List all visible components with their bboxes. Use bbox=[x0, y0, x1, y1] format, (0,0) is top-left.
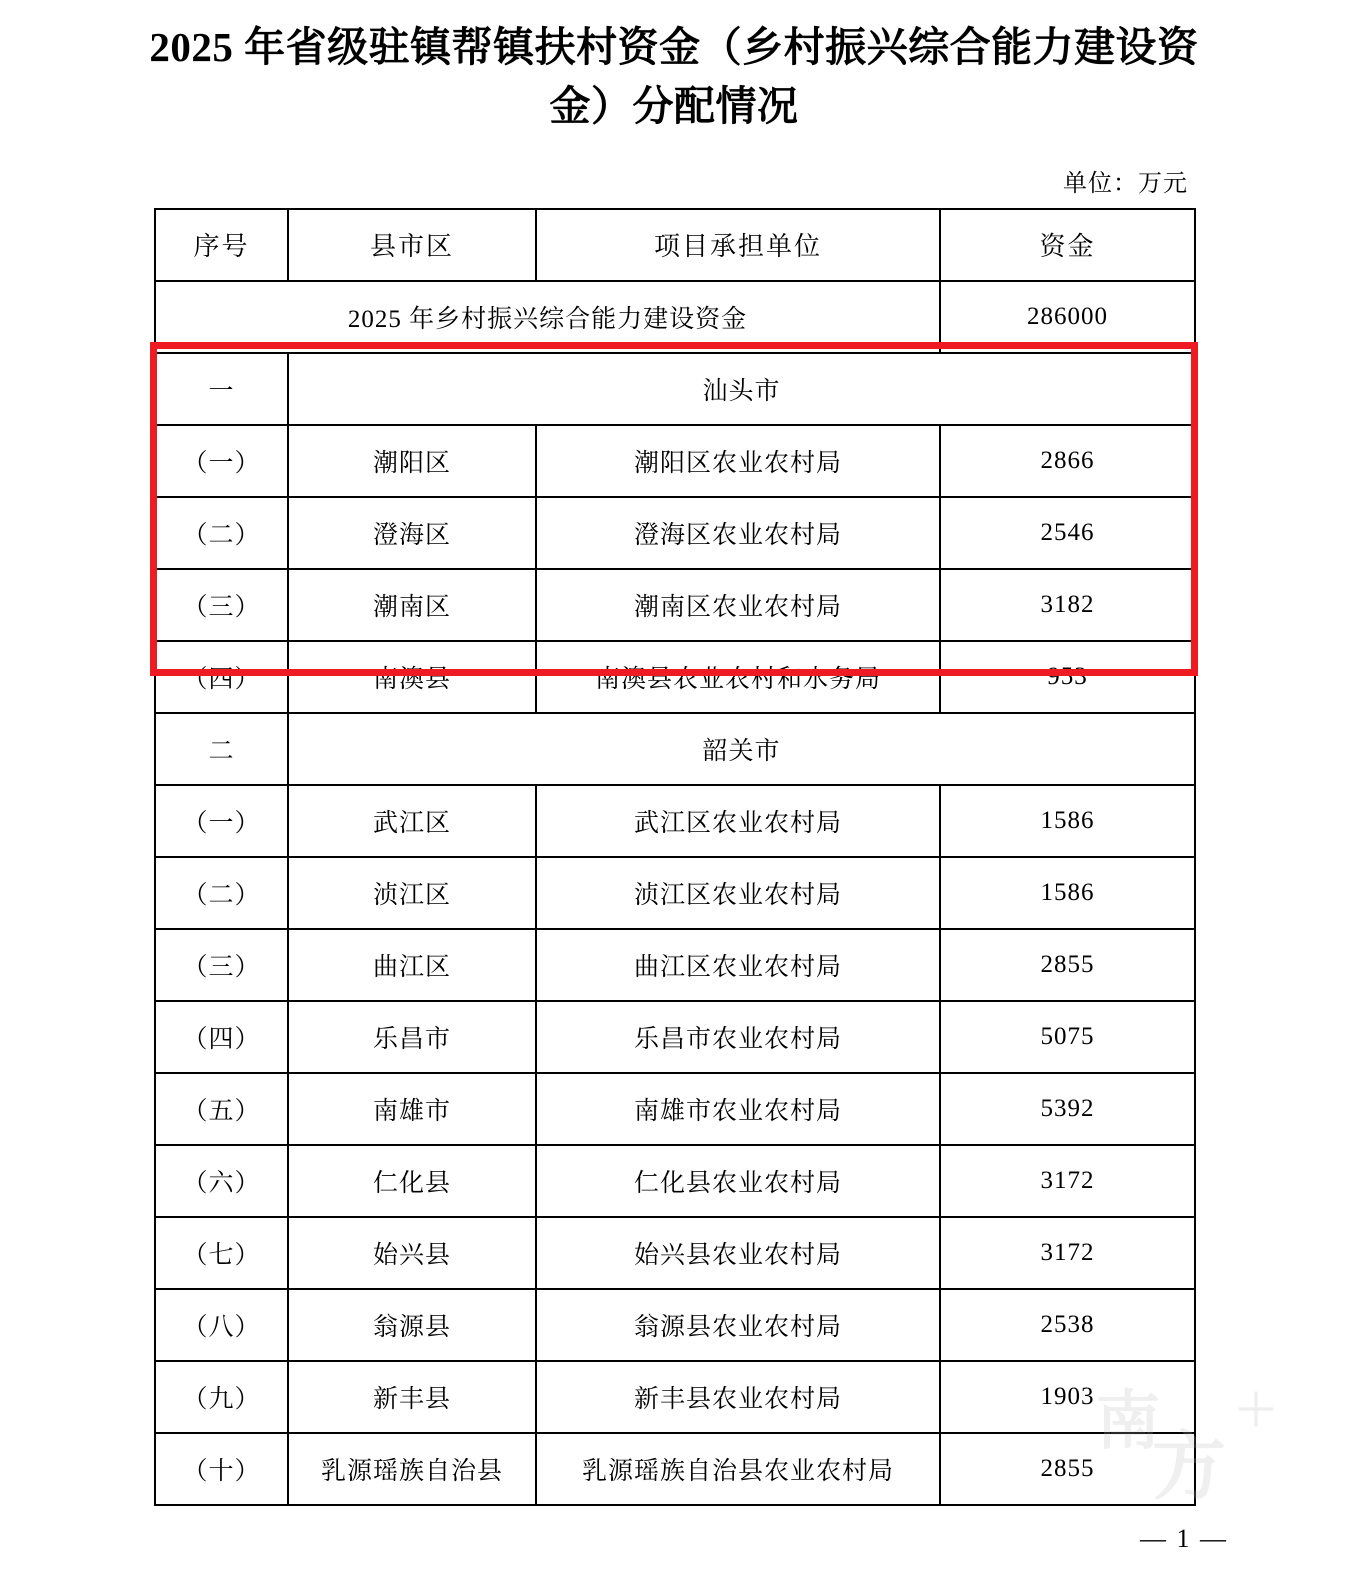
row-unit: 乳源瑶族自治县农业农村局 bbox=[536, 1433, 940, 1505]
total-row-label: 2025 年乡村振兴综合能力建设资金 bbox=[155, 281, 940, 353]
row-index: （十） bbox=[155, 1433, 288, 1505]
row-index: （三） bbox=[155, 929, 288, 1001]
row-amount: 2546 bbox=[940, 497, 1195, 569]
row-county: 翁源县 bbox=[288, 1289, 536, 1361]
fund-allocation-table bbox=[154, 208, 1196, 1506]
table-row-section-header bbox=[155, 713, 1195, 785]
page-number: — 1 — bbox=[1140, 1524, 1228, 1553]
column-header-unit: 项目承担单位 bbox=[536, 209, 940, 281]
row-county: 武江区 bbox=[288, 785, 536, 857]
row-index: （二） bbox=[155, 857, 288, 929]
row-amount: 1586 bbox=[940, 785, 1195, 857]
document-page bbox=[0, 18, 1348, 1572]
row-unit: 仁化县农业农村局 bbox=[536, 1145, 940, 1217]
row-county: 乳源瑶族自治县 bbox=[288, 1433, 536, 1505]
row-county: 浈江区 bbox=[288, 857, 536, 929]
row-county: 曲江区 bbox=[288, 929, 536, 1001]
table-row bbox=[155, 785, 1195, 857]
row-amount: 5075 bbox=[940, 1001, 1195, 1073]
section-city: 韶关市 bbox=[288, 713, 1195, 785]
watermark-char-1: 南 bbox=[1096, 1386, 1160, 1457]
row-county: 始兴县 bbox=[288, 1217, 536, 1289]
row-county: 潮南区 bbox=[288, 569, 536, 641]
row-unit: 新丰县农业农村局 bbox=[536, 1361, 940, 1433]
row-amount: 5392 bbox=[940, 1073, 1195, 1145]
table-row bbox=[155, 1073, 1195, 1145]
row-index: （八） bbox=[155, 1289, 288, 1361]
row-index: （四） bbox=[155, 1001, 288, 1073]
fund-table-wrapper bbox=[154, 208, 1194, 1506]
column-header-county: 县市区 bbox=[288, 209, 536, 281]
table-row bbox=[155, 569, 1195, 641]
row-county: 南雄市 bbox=[288, 1073, 536, 1145]
row-unit: 乐昌市农业农村局 bbox=[536, 1001, 940, 1073]
column-header-amount: 资金 bbox=[940, 209, 1195, 281]
table-row bbox=[155, 641, 1195, 713]
unit-note: 单位：万元 bbox=[1063, 170, 1188, 197]
row-unit: 潮阳区农业农村局 bbox=[536, 425, 940, 497]
watermark-char-2: 方 bbox=[1152, 1427, 1226, 1509]
table-row bbox=[155, 1001, 1195, 1073]
row-unit: 澄海区农业农村局 bbox=[536, 497, 940, 569]
row-index: （五） bbox=[155, 1073, 288, 1145]
table-row-total bbox=[155, 281, 1195, 353]
row-unit: 浈江区农业农村局 bbox=[536, 857, 940, 929]
column-header-index: 序号 bbox=[155, 209, 288, 281]
row-county: 澄海区 bbox=[288, 497, 536, 569]
table-header-row bbox=[155, 209, 1195, 281]
row-index: （四） bbox=[155, 641, 288, 713]
table-row bbox=[155, 1145, 1195, 1217]
row-index: （七） bbox=[155, 1217, 288, 1289]
row-amount: 953 bbox=[940, 641, 1195, 713]
row-amount: 2855 bbox=[940, 1433, 1195, 1505]
row-unit: 南雄市农业农村局 bbox=[536, 1073, 940, 1145]
row-unit: 曲江区农业农村局 bbox=[536, 929, 940, 1001]
row-amount: 1586 bbox=[940, 857, 1195, 929]
section-city: 汕头市 bbox=[288, 353, 1195, 425]
table-row bbox=[155, 1433, 1195, 1505]
section-index: 一 bbox=[155, 353, 288, 425]
table-row bbox=[155, 497, 1195, 569]
row-amount: 3172 bbox=[940, 1145, 1195, 1217]
row-index: （六） bbox=[155, 1145, 288, 1217]
table-row bbox=[155, 1361, 1195, 1433]
row-county: 乐昌市 bbox=[288, 1001, 536, 1073]
row-amount: 3182 bbox=[940, 569, 1195, 641]
table-row-section-header bbox=[155, 353, 1195, 425]
row-unit: 始兴县农业农村局 bbox=[536, 1217, 940, 1289]
row-county: 仁化县 bbox=[288, 1145, 536, 1217]
row-county: 潮阳区 bbox=[288, 425, 536, 497]
table-row bbox=[155, 1289, 1195, 1361]
row-amount: 2866 bbox=[940, 425, 1195, 497]
page-title: 2025 年省级驻镇帮镇扶村资金（乡村振兴综合能力建设资金）分配情况 bbox=[149, 24, 1199, 130]
row-index: （九） bbox=[155, 1361, 288, 1433]
row-unit: 武江区农业农村局 bbox=[536, 785, 940, 857]
total-row-amount: 286000 bbox=[940, 281, 1195, 353]
row-amount: 3172 bbox=[940, 1217, 1195, 1289]
section-index: 二 bbox=[155, 713, 288, 785]
table-row bbox=[155, 425, 1195, 497]
watermark-plus-icon: ＋ bbox=[1234, 1386, 1278, 1435]
row-amount: 2538 bbox=[940, 1289, 1195, 1361]
table-row bbox=[155, 1217, 1195, 1289]
table-row bbox=[155, 857, 1195, 929]
row-index: （三） bbox=[155, 569, 288, 641]
row-unit: 潮南区农业农村局 bbox=[536, 569, 940, 641]
table-body bbox=[155, 281, 1195, 1505]
row-unit: 翁源县农业农村局 bbox=[536, 1289, 940, 1361]
row-unit: 南澳县农业农村和水务局 bbox=[536, 641, 940, 713]
row-index: （一） bbox=[155, 425, 288, 497]
table-header bbox=[155, 209, 1195, 281]
row-index: （一） bbox=[155, 785, 288, 857]
row-county: 南澳县 bbox=[288, 641, 536, 713]
row-index: （二） bbox=[155, 497, 288, 569]
row-amount: 1903 bbox=[940, 1361, 1195, 1433]
row-county: 新丰县 bbox=[288, 1361, 536, 1433]
table-row bbox=[155, 929, 1195, 1001]
row-amount: 2855 bbox=[940, 929, 1195, 1001]
watermark bbox=[1090, 1368, 1280, 1509]
